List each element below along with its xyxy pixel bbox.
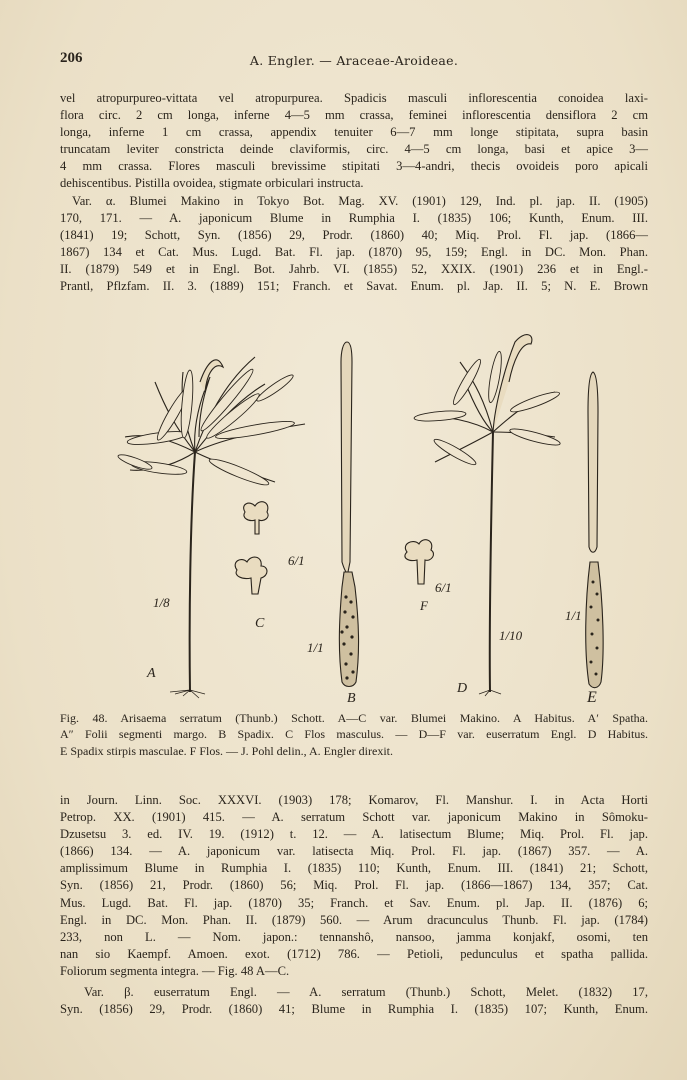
- text-line: Engl. in DC. Mon. Phan. II. (1879) 560. — Arum dracunculus Thunb. Fl. jap. (1784): [60, 912, 648, 927]
- scale-label-a: 1/8: [153, 595, 170, 610]
- caption-line: A″ Folii segmenti margo. B Spadix. C Flos masculus. — D—F var. euserratum Engl. D Habitus.: [60, 727, 648, 742]
- scale-label-d: 1/10: [499, 628, 523, 643]
- text-line: in Journ. Linn. Soc. XXXVI. (1903) 178; Komarov, Fl. Manshur. I. in Acta Horti: [60, 793, 648, 807]
- scale-label-b: 1/1: [307, 640, 324, 655]
- figure-letter-c: C: [255, 616, 265, 631]
- scale-label-f: 6/1: [435, 580, 452, 595]
- description-text: [60, 90, 648, 295]
- spadix-b: [339, 342, 358, 687]
- running-title: A. Engler. — Araceae-Aroideae.: [249, 53, 459, 68]
- text-line: amplissimum Blume in Rumphia I. (1835) 110; Kunth, Enum. III. (1841) 21; Schott,: [60, 861, 648, 876]
- botanical-figure: [95, 322, 635, 710]
- plant-d-habitus: [414, 335, 562, 696]
- text-line: Syn. (1856) 21, Prodr. (1860) 56; Miq. Prol. Fl. jap. (1866—1867) 134, 357; Cat.: [60, 878, 648, 893]
- figure-letter-b: B: [347, 691, 356, 706]
- plant-a-habitus: [117, 357, 305, 698]
- scale-label-c: 6/1: [288, 553, 305, 568]
- caption-line: Fig. 48. Arisaema serratum (Thunb.) Schott. A—C var. Blumei Makino. A Habitus. A′ Spatha.: [60, 711, 648, 725]
- text-line: Mus. Lugd. Bat. Fl. jap. (1870) 35; Franch. et Sav. Enum. pl. Jap. II. (1876) 6;: [60, 895, 648, 910]
- text-line: Syn. (1856) 29, Prodr. (1860) 41; Blume in Rumphia I. (1835) 107; Kunth, Enum.: [60, 1002, 648, 1017]
- text-line: nan sio Kaempf. Amoen. exot. (1712) 786. — Petioli, pedunculus et spatha pallida.: [60, 946, 648, 961]
- text-line: (1841) 19; Schott, Syn. (1856) 29, Prodr. (1860) 40; Miq. Prol. Fl. jap. (1866—: [60, 227, 648, 242]
- text-line: longa, inferne 1 cm crassa, appendix tenuiter 6—7 mm longe stipitata, supra basin: [60, 125, 648, 140]
- scale-label-e: 1/1: [565, 608, 582, 623]
- figure-letter-a: A: [147, 666, 156, 681]
- figure-letter-e: E: [587, 689, 597, 706]
- text-line: (1866) 134. — A. japonicum var. latisecta Miq. Prol. Fl. jap. (1867) 357. — A.: [60, 844, 648, 859]
- page-number: 206: [60, 50, 83, 66]
- male-flower-c: [235, 502, 268, 594]
- figure-caption: [60, 710, 648, 759]
- text-line: vel atropurpureo-vittata vel atropurpurea. Spadicis masculi inflorescentia conoidea laxi-: [60, 91, 648, 105]
- spadix-e: [586, 372, 603, 688]
- page-header: [60, 50, 648, 72]
- text-line: Prantl, Pflzfam. II. 3. (1889) 151; Franch. et Savat. Enum. pl. Jap. II. 5; N. E. Brown: [60, 279, 648, 294]
- text-line: 4 mm crassa. Flores masculi brevissime stipitati 3—4-andri, thecis ovoideis poro apicali: [60, 159, 648, 174]
- text-line: 233, non L. — Nom. japon.: tennanshô, nansoo, jamma konjakf, osomi, ten: [60, 929, 648, 944]
- text-line: dehiscentibus. Pistilla ovoidea, stigmate orbiculari instructa.: [60, 176, 364, 191]
- text-line: Dzusetsu 3. ed. IV. 19. (1912) t. 12. — A. latisectum Blume; Miq. Prol. Fl. jap.: [60, 827, 648, 842]
- text-line: 170, 171. — A. japonicum Blume in Rumphia I. (1835) 106; Kunth, Enum. III.: [60, 210, 648, 225]
- text-line: Var. α. Blumei Makino in Tokyo Bot. Mag. XV. (1901) 129, Ind. pl. jap. II. (1905): [72, 193, 648, 208]
- text-line: Foliorum segmenta integra. — Fig. 48 A—C.: [60, 963, 290, 978]
- text-line: II. (1879) 549 et in Engl. Bot. Jahrb. VI. (1855) 52, XXIX. (1901) 236 et in Engl.-: [60, 261, 648, 276]
- text-line: 1867) 134 et Cat. Mus. Lugd. Bat. Fl. jap. (1870) 95, 159; Engl. in DC. Mon. Phan.: [60, 244, 648, 259]
- figure-letter-d: D: [457, 681, 468, 696]
- flower-f: [405, 540, 434, 584]
- text-line: truncatam leviter constricta deinde claviformis, circ. 4—5 cm longa, basi et apice 3—: [60, 142, 648, 157]
- text-line: Petrop. XX. (1901) 415. — A. serratum Schott var. japonicum Makino in Sômoku-: [60, 810, 648, 825]
- caption-line: E Spadix stirpis masculae. F Flos. — J. Pohl delin., A. Engler direxit.: [60, 743, 393, 758]
- text-line: Var. β. euserratum Engl. — A. serratum (Thunb.) Schott, Melet. (1832) 17,: [84, 985, 648, 1000]
- figure-letter-f: F: [420, 598, 428, 613]
- synonymy-text: [60, 792, 648, 1018]
- text-line: flora circ. 2 cm longa, inferne 4—5 mm crassa, feminei inflorescentia densiflora 2 cm: [60, 108, 648, 123]
